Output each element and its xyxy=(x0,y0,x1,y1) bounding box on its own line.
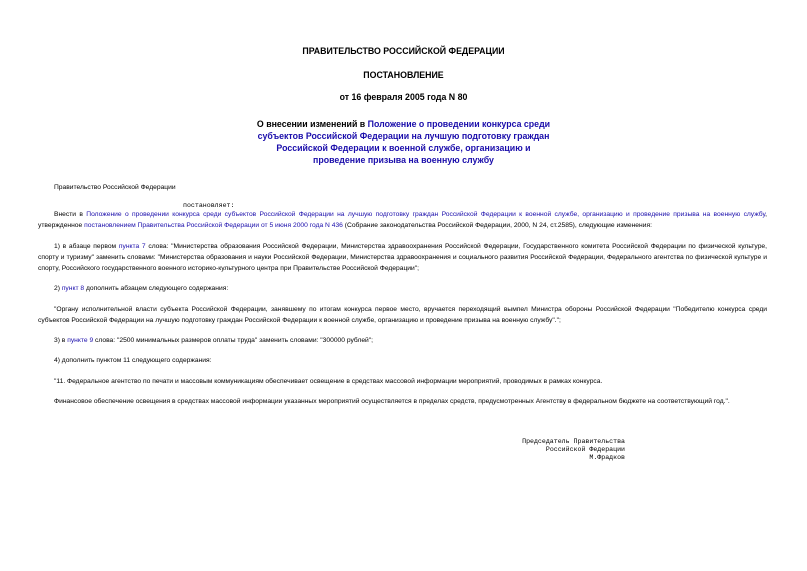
signature-block xyxy=(515,438,625,462)
signature-name: М.Фрадков xyxy=(589,454,625,461)
decrees-line: постановляет: xyxy=(183,202,235,209)
gov-line: Правительство Российской Федерации xyxy=(54,184,176,191)
paragraph-item-2 xyxy=(38,283,767,294)
p2-text-b: слова: "Министерства образования Российской Федерации, Министерства здравоохранения Российской Федерации, Государственного комитета Российской Федерации по физической культуре, спорту и туризму" заменить словами: "Министерства образования и науки Российской Федерации, Министерства здравоохранения и социального развития Российской Федерации, Федерального агентства по физической культуре и спорту, Российского государственного военного историко-культурного центра при Правительстве Российской Федерации"; xyxy=(38,243,767,272)
paragraph-financing: Финансовое обеспечение освещения в средствах массовой информации указанных мероприятий осуществляется в пределах средств, предусмотренных Агентству в федеральном бюджете на соответствующий год.". xyxy=(54,398,730,405)
p2-text-a: 1) в абзаце первом xyxy=(54,243,119,250)
resolution-link[interactable]: постановлением Правительства Российской Федерации от 5 июня 2000 года N 436 xyxy=(84,222,343,229)
paragraph-item-1 xyxy=(38,241,767,274)
paragraph-clause-11: "11. Федеральное агентство по печати и массовым коммуникациям обеспечивает освещение в средствах массовой информации мероприятий, проводимых в рамках конкурса. xyxy=(54,378,603,385)
paragraph-item-3 xyxy=(38,335,767,346)
p5-text-b: слова: "2500 минимальных размеров оплаты труда" заменить словами: "300000 рублей"; xyxy=(93,337,374,344)
title-prefix: О внесении изменений в xyxy=(256,119,368,129)
p1-text-c: (Собрание законодательства Российской Федерации, 2000, N 24, ст.2585), следующие изменения: xyxy=(342,222,652,229)
clause-8-link[interactable]: пункт 8 xyxy=(61,285,85,292)
paragraph-intro xyxy=(38,209,767,231)
clause-7-link[interactable]: пункта 7 xyxy=(118,243,146,250)
p5-text-a: 3) в xyxy=(54,337,68,344)
issuing-authority: ПРАВИТЕЛЬСТВО РОССИЙСКОЙ ФЕДЕРАЦИИ xyxy=(302,46,505,56)
paragraph-item-4: 4) дополнить пунктом 11 следующего содержания: xyxy=(54,357,212,364)
clause-9-link[interactable]: пункте 9 xyxy=(67,337,94,344)
signature-title: Председатель Правительства xyxy=(522,438,625,445)
p3-text-b: дополнить абзацем следующего содержания: xyxy=(84,285,229,292)
document-date: от 16 февраля 2005 года N 80 xyxy=(339,92,468,102)
signature-country: Российской Федерации xyxy=(545,446,625,453)
document-title xyxy=(0,118,807,166)
p1-text-a: Внести в xyxy=(54,211,87,218)
regulation-link[interactable]: Положение о проведении конкурса среди субъектов Российской Федерации на лучшую подготовку граждан Российской Федерации к военной службе, организацию и проведение призыва на военную службу xyxy=(86,211,766,218)
document-type: ПОСТАНОВЛЕНИЕ xyxy=(363,70,444,80)
paragraph-quote-pennant: "Органу исполнительной власти субъекта Российской Федерации, занявшему по итогам конкурса первое место, вручается переходящий вымпел Министра обороны Российской Федерации "Победителю конкурса среди субъектов Российской Федерации на лучшую подготовку граждан Российской Федерации к военной службе, организацию и проведение призыва на военную службу"."; xyxy=(38,306,767,324)
p1-text-b: , утвержденное xyxy=(38,211,767,229)
p3-text-a: 2) xyxy=(54,285,62,292)
title-link[interactable]: Положение о проведении конкурса среди субъектов Российской Федерации на лучшую подготовку граждан Российской Федерации к военной службе, организацию и проведение призыва на военную службу xyxy=(257,119,551,165)
